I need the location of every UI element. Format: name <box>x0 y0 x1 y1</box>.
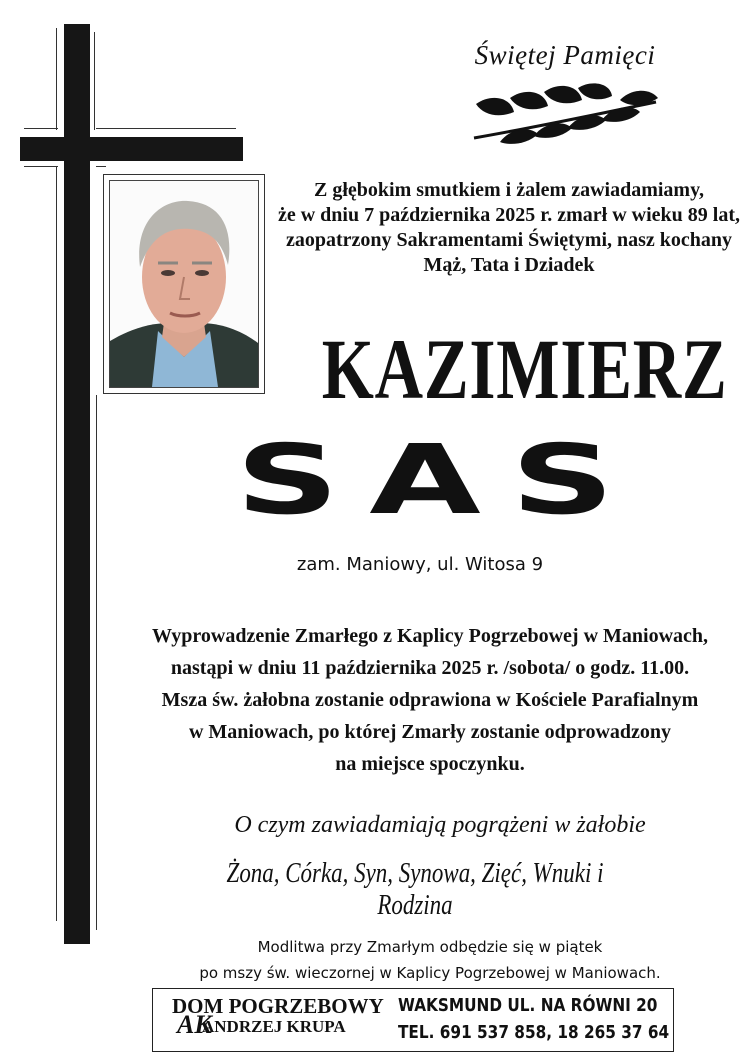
funeral-home-owner: ANDRZEJ KRUPA <box>202 1017 346 1036</box>
cross-outline-line <box>24 128 58 129</box>
memorial-heading: Świętej Pamięci <box>474 40 656 70</box>
announcement-intro <box>264 178 750 278</box>
prayer-line: po mszy św. wieczornej w Kaplicy Pogrzebowej w Maniowach. <box>199 964 661 982</box>
portrait-frame <box>103 174 265 394</box>
intro-line: Z głębokim smutkiem i żalem zawiadamiamy, <box>314 179 704 201</box>
cross-outline-line <box>94 32 95 130</box>
cross-outline-line <box>56 28 57 130</box>
cross-outline-line <box>96 128 236 129</box>
ceremony-line: nastąpi w dniu 11 października 2025 r. /sobota/ o godz. 11.00. <box>170 657 690 679</box>
deceased-address: zam. Maniowy, ul. Witosa 9 <box>296 554 544 575</box>
laurel-branch-icon <box>470 82 660 144</box>
cross-horizontal-bar <box>20 137 243 161</box>
ceremony-line: Wyprowadzenie Zmarłego z Kaplicy Pogrzebowej w Maniowach, <box>151 625 709 647</box>
ceremony-details <box>110 620 750 780</box>
funeral-home-phone: TEL. 691 537 858, 18 265 37 64 <box>398 1022 670 1043</box>
cross-outline-line <box>24 166 58 167</box>
funeral-home-logo: AK <box>177 1010 212 1039</box>
intro-line: że w dniu 7 października 2025 r. zmarł w wieku 89 lat, <box>277 204 741 226</box>
funeral-home-address: WAKSMUND UL. NA RÓWNI 20 <box>398 995 658 1016</box>
prayer-notice <box>120 934 740 986</box>
deceased-first-name: KAZIMIERZ <box>321 321 728 417</box>
intro-line: Mąż, Tata i Dziadek <box>423 254 595 276</box>
deceased-last-name: SAS <box>235 424 645 536</box>
funeral-home-name: DOM POGRZEBOWY <box>172 994 384 1018</box>
ceremony-line: w Maniowach, po której Zmarły zostanie odprowadzony <box>188 721 672 743</box>
prayer-line: Modlitwa przy Zmarłym odbędzie się w piątek <box>257 938 603 956</box>
portrait-photo <box>109 180 259 388</box>
ceremony-line: Msza św. żałobna zostanie odprawiona w Kościele Parafialnym <box>161 689 699 711</box>
mourners-intro: O czym zawiadamiają pogrążeni w żałobie <box>234 812 646 838</box>
cross-outline-line <box>56 166 57 921</box>
family-list: Żona, Córka, Syn, Synowa, Zięć, Wnuki i Rodzina <box>226 858 604 921</box>
cross-outline-line <box>96 166 106 167</box>
intro-line: zaopatrzony Sakramentami Świętymi, nasz kochany <box>285 229 733 251</box>
ceremony-line: na miejsce spoczynku. <box>335 753 525 775</box>
